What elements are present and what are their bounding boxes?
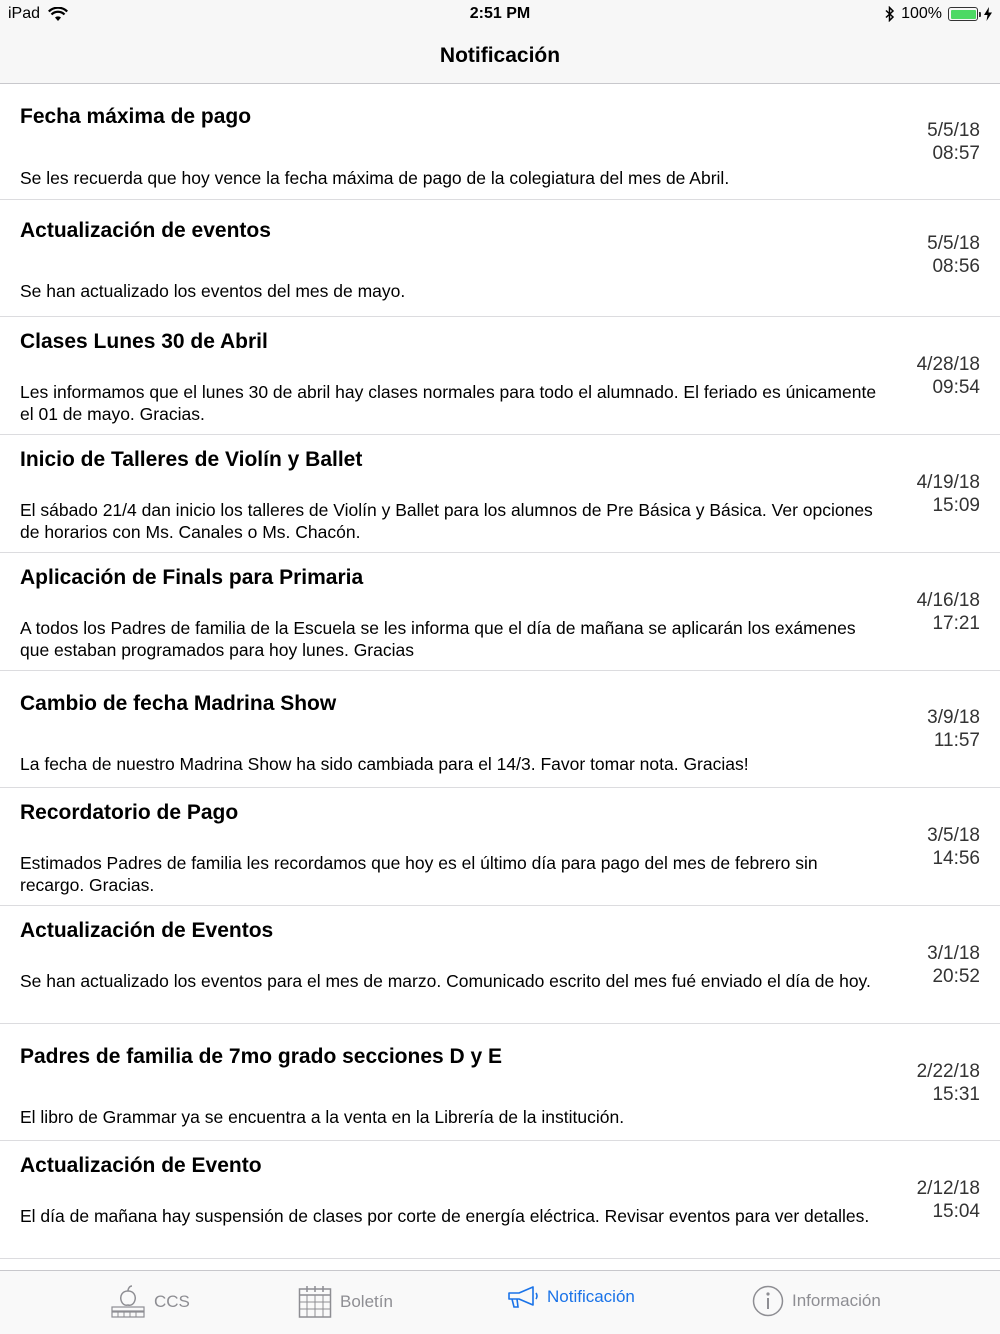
notification-body: El sábado 21/4 dan inicio los talleres de Violín y Ballet para los alumnos de Pre Básica y Básica. Ver opciones de horarios con Ms. Canales o Ms. Chacón. <box>20 500 873 542</box>
notification-row[interactable] <box>0 84 1000 200</box>
notification-time: 08:57 <box>932 143 980 164</box>
notification-title: Aplicación de Finals para Primaria <box>20 566 364 589</box>
notification-list[interactable] <box>0 84 1000 1259</box>
notification-row[interactable] <box>0 1024 1000 1141</box>
megaphone-icon <box>505 1285 539 1309</box>
notification-body: Se les recuerda que hoy vence la fecha máxima de pago de la colegiatura del mes de Abril. <box>20 168 730 188</box>
notification-timestamp <box>880 471 980 517</box>
tab-boletin[interactable] <box>298 1285 393 1319</box>
notification-time: 11:57 <box>933 730 980 751</box>
notification-row[interactable] <box>0 553 1000 671</box>
charging-icon <box>984 7 992 21</box>
device-label: iPad <box>8 5 41 22</box>
notification-time: 15:09 <box>932 495 980 516</box>
notification-time: 15:04 <box>932 1201 980 1222</box>
tab-label: Boletín <box>340 1292 393 1311</box>
notification-date: 4/16/18 <box>916 590 980 611</box>
page-title: Notificación <box>439 43 561 67</box>
notification-timestamp <box>880 119 980 165</box>
notification-time: 20:52 <box>932 966 980 987</box>
battery-icon <box>948 7 978 21</box>
notification-row[interactable] <box>0 906 1000 1024</box>
notification-row[interactable] <box>0 435 1000 553</box>
notification-row[interactable] <box>0 671 1000 788</box>
notification-title: Recordatorio de Pago <box>20 801 239 824</box>
notification-date: 3/9/18 <box>927 707 980 728</box>
status-right <box>885 5 992 23</box>
notification-timestamp <box>880 824 980 870</box>
battery-fill <box>951 10 976 19</box>
status-time: 2:51 PM <box>469 5 531 22</box>
tab-ccs[interactable] <box>110 1285 190 1319</box>
notification-title: Fecha máxima de pago <box>20 105 252 128</box>
calendar-icon <box>298 1285 332 1319</box>
notification-timestamp <box>880 353 980 399</box>
navigation-bar <box>0 28 1000 84</box>
notification-title: Actualización de Evento <box>20 1154 262 1177</box>
notification-time: 09:54 <box>932 377 980 398</box>
info-icon <box>752 1285 784 1317</box>
notification-body: Se han actualizado los eventos para el mes de marzo. Comunicado escrito del mes fué enviado el día de hoy. <box>20 971 871 991</box>
notification-timestamp <box>880 1177 980 1223</box>
tab-label: CCS <box>154 1292 190 1311</box>
notification-date: 4/19/18 <box>916 472 980 493</box>
notification-body: Les informamos que el lunes 30 de abril hay clases normales para todo el alumnado. El feriado es únicamente el 01 de mayo. Gracias. <box>20 382 877 424</box>
notification-row[interactable] <box>0 317 1000 435</box>
notification-date: 2/12/18 <box>916 1178 980 1199</box>
notification-timestamp <box>880 706 980 752</box>
notification-body: El libro de Grammar ya se encuentra a la venta en la Librería de la institución. <box>20 1107 625 1127</box>
tab-informacion[interactable] <box>752 1285 881 1317</box>
tab-label: Notificación <box>547 1287 635 1306</box>
notification-title: Padres de familia de 7mo grado secciones D y E <box>20 1045 503 1068</box>
notification-title: Actualización de Eventos <box>20 919 274 942</box>
notification-body: Estimados Padres de familia les recordamos que hoy es el último día para pago del mes de febrero sin recargo. Gracias. <box>20 853 818 895</box>
battery-percent: 100% <box>901 5 942 22</box>
notification-date: 3/5/18 <box>927 825 980 846</box>
notification-row[interactable] <box>0 788 1000 906</box>
notification-time: 15:31 <box>932 1084 980 1105</box>
notification-timestamp <box>880 589 980 635</box>
notification-date: 4/28/18 <box>916 354 980 375</box>
notification-time: 08:56 <box>932 256 980 277</box>
notification-timestamp <box>880 942 980 988</box>
notification-row[interactable] <box>0 1141 1000 1259</box>
notification-title: Cambio de fecha Madrina Show <box>20 692 337 715</box>
notification-time: 14:56 <box>932 848 980 869</box>
notification-date: 3/1/18 <box>927 943 980 964</box>
notification-date: 5/5/18 <box>927 120 980 141</box>
notification-body: La fecha de nuestro Madrina Show ha sido cambiada para el 14/3. Favor tomar nota. Gracias! <box>20 754 749 774</box>
notification-timestamp <box>880 1060 980 1106</box>
notification-row[interactable] <box>0 200 1000 317</box>
battery-cap <box>979 12 981 17</box>
school-icon <box>110 1285 146 1319</box>
notification-timestamp <box>880 232 980 278</box>
tab-notificacion[interactable] <box>505 1285 635 1309</box>
notification-body: El día de mañana hay suspensión de clases por corte de energía eléctrica. Revisar eventos para ver detalles. <box>20 1206 870 1226</box>
bluetooth-icon <box>885 6 895 22</box>
notification-title: Inicio de Talleres de Violín y Ballet <box>20 448 363 471</box>
status-bar <box>0 0 1000 28</box>
notification-date: 2/22/18 <box>916 1061 980 1082</box>
tab-label: Información <box>792 1291 881 1310</box>
tab-bar <box>0 1270 1000 1334</box>
notification-body: A todos los Padres de familia de la Escuela se les informa que el día de mañana se aplicarán los exámenes que estaban programados para hoy lunes. Gracias <box>20 618 856 660</box>
notification-title: Actualización de eventos <box>20 219 271 242</box>
notification-body: Se han actualizado los eventos del mes de mayo. <box>20 281 406 301</box>
notification-time: 17:21 <box>932 613 980 634</box>
notification-title: Clases Lunes 30 de Abril <box>20 330 268 353</box>
notification-date: 5/5/18 <box>927 233 980 254</box>
